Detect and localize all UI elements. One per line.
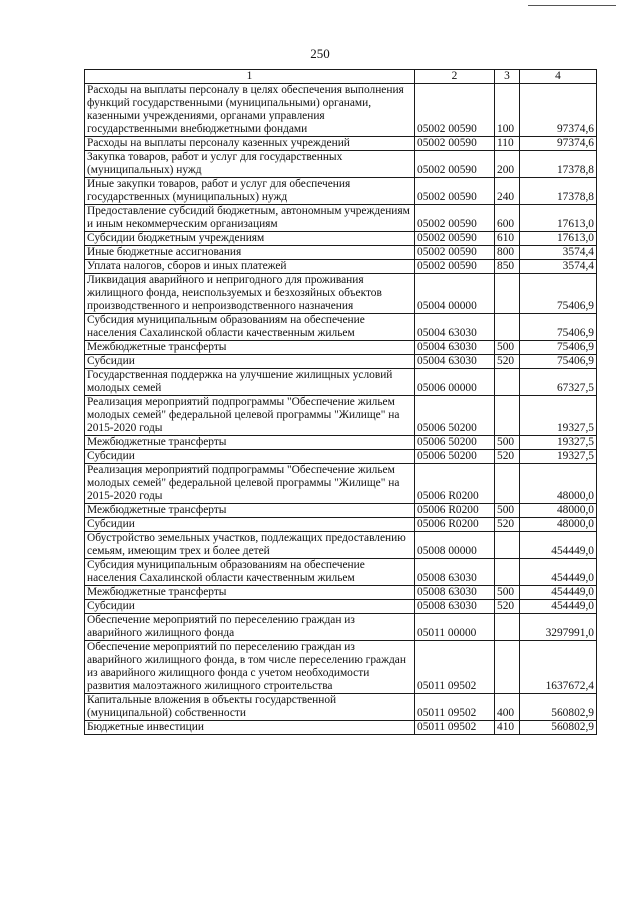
row-code: 05002 00590 (415, 178, 495, 205)
row-sum: 97374,6 (520, 84, 597, 137)
table-row (85, 151, 597, 178)
row-expense-type: 600 (495, 205, 520, 232)
row-sum: 75406,9 (520, 341, 597, 355)
row-code: 05002 00590 (415, 84, 495, 137)
row-code: 05011 09502 (415, 694, 495, 721)
row-code: 05008 63030 (415, 600, 495, 614)
row-expense-type: 500 (495, 436, 520, 450)
table-row (85, 232, 597, 246)
row-expense-type: 610 (495, 232, 520, 246)
row-expense-type (495, 532, 520, 559)
row-code: 05008 63030 (415, 586, 495, 600)
row-name: Обеспечение мероприятий по переселению граждан из аварийного жилищного фонда, в том числе переселению граждан из аварийного жилищного фонда с учетом необходимости развития малоэтажного жилищного строительства (85, 641, 415, 694)
row-code: 05008 63030 (415, 559, 495, 586)
header-col-2: 2 (415, 70, 495, 84)
row-sum: 19327,5 (520, 436, 597, 450)
table-row (85, 518, 597, 532)
row-name: Субсидии (85, 600, 415, 614)
table-row (85, 464, 597, 504)
row-expense-type: 520 (495, 518, 520, 532)
row-code: 05002 00590 (415, 260, 495, 274)
row-name: Уплата налогов, сборов и иных платежей (85, 260, 415, 274)
row-name: Ликвидация аварийного и непригодного для проживания жилищного фонда, неиспользуемых и безхозяйных объектов производственного и непроизводственного назначения (85, 274, 415, 314)
row-code: 05004 63030 (415, 355, 495, 369)
row-expense-type: 240 (495, 178, 520, 205)
table-row (85, 504, 597, 518)
header-col-3: 3 (495, 70, 520, 84)
row-code: 05006 50200 (415, 436, 495, 450)
row-name: Субсидии (85, 518, 415, 532)
row-code: 05008 00000 (415, 532, 495, 559)
budget-table (84, 69, 597, 735)
table-row (85, 137, 597, 151)
table-row (85, 314, 597, 341)
row-sum: 560802,9 (520, 694, 597, 721)
page-number: 250 (310, 46, 330, 61)
row-sum: 19327,5 (520, 396, 597, 436)
row-expense-type (495, 641, 520, 694)
row-name: Субсидии (85, 450, 415, 464)
row-expense-type (495, 559, 520, 586)
header-col-1: 1 (85, 70, 415, 84)
table-row (85, 205, 597, 232)
row-expense-type: 520 (495, 355, 520, 369)
row-expense-type: 410 (495, 721, 520, 735)
table-row (85, 614, 597, 641)
row-code: 05011 09502 (415, 721, 495, 735)
row-name: Обеспечение мероприятий по переселению граждан из аварийного жилищного фонда (85, 614, 415, 641)
row-name: Субсидия муниципальным образованиям на обеспечение населения Сахалинской области качественным жильем (85, 314, 415, 341)
table-row (85, 178, 597, 205)
row-name: Реализация мероприятий подпрограммы "Обеспечение жильем молодых семей" федеральной целевой программы "Жилище" на 2015-2020 годы (85, 396, 415, 436)
row-sum: 75406,9 (520, 355, 597, 369)
row-sum: 3297991,0 (520, 614, 597, 641)
row-name: Предоставление субсидий бюджетным, автономным учреждениям и иным некоммерческим организациям (85, 205, 415, 232)
row-name: Реализация мероприятий подпрограммы "Обеспечение жильем молодых семей" федеральной целевой программы "Жилище" на 2015-2020 годы (85, 464, 415, 504)
table-row (85, 532, 597, 559)
row-sum: 17378,8 (520, 151, 597, 178)
row-expense-type (495, 369, 520, 396)
row-sum: 454449,0 (520, 532, 597, 559)
row-name: Субсидии (85, 355, 415, 369)
table-row (85, 341, 597, 355)
table-row (85, 721, 597, 735)
row-code: 05006 50200 (415, 396, 495, 436)
table-row (85, 369, 597, 396)
row-name: Субсидия муниципальным образованиям на обеспечение населения Сахалинской области качественным жильем (85, 559, 415, 586)
row-code: 05002 00590 (415, 151, 495, 178)
table-row (85, 641, 597, 694)
row-code: 05004 00000 (415, 274, 495, 314)
row-name: Межбюджетные трансферты (85, 341, 415, 355)
row-expense-type: 100 (495, 84, 520, 137)
row-code: 05004 63030 (415, 314, 495, 341)
row-name: Расходы на выплаты персоналу казенных учреждений (85, 137, 415, 151)
scan-edge-mark (528, 5, 616, 6)
table-row (85, 586, 597, 600)
table-row (85, 260, 597, 274)
row-expense-type (495, 614, 520, 641)
table-row (85, 450, 597, 464)
row-sum: 17378,8 (520, 178, 597, 205)
header-row (85, 70, 597, 84)
table-body (85, 84, 597, 735)
row-expense-type (495, 274, 520, 314)
row-name: Государственная поддержка на улучшение жилищных условий молодых семей (85, 369, 415, 396)
row-name: Бюджетные инвестиции (85, 721, 415, 735)
row-sum: 454449,0 (520, 559, 597, 586)
row-name: Иные закупки товаров, работ и услуг для обеспечения государственных (муниципальных) нужд (85, 178, 415, 205)
row-sum: 3574,4 (520, 260, 597, 274)
row-expense-type (495, 396, 520, 436)
row-sum: 75406,9 (520, 274, 597, 314)
row-expense-type: 200 (495, 151, 520, 178)
table-row (85, 694, 597, 721)
row-expense-type: 400 (495, 694, 520, 721)
row-sum: 19327,5 (520, 450, 597, 464)
row-sum: 560802,9 (520, 721, 597, 735)
row-name: Капитальные вложения в объекты государственной (муниципальной) собственности (85, 694, 415, 721)
row-sum: 3574,4 (520, 246, 597, 260)
table-row (85, 436, 597, 450)
table-row (85, 84, 597, 137)
row-name: Межбюджетные трансферты (85, 436, 415, 450)
row-name: Расходы на выплаты персоналу в целях обеспечения выполнения функций государственными (муниципальными) органами, казенными учреждениями, органами управления государственными внебюджетными фондами (85, 84, 415, 137)
row-sum: 75406,9 (520, 314, 597, 341)
table-row (85, 396, 597, 436)
row-name: Межбюджетные трансферты (85, 586, 415, 600)
row-code: 05006 R0200 (415, 464, 495, 504)
row-sum: 48000,0 (520, 518, 597, 532)
row-expense-type (495, 314, 520, 341)
table-row (85, 559, 597, 586)
row-code: 05002 00590 (415, 246, 495, 260)
row-sum: 1637672,4 (520, 641, 597, 694)
row-code: 05002 00590 (415, 232, 495, 246)
row-code: 05002 00590 (415, 137, 495, 151)
row-name: Закупка товаров, работ и услуг для государственных (муниципальных) нужд (85, 151, 415, 178)
row-name: Обустройство земельных участков, подлежащих предоставлению семьям, имеющим трех и более детей (85, 532, 415, 559)
row-code: 05006 R0200 (415, 518, 495, 532)
row-expense-type: 500 (495, 341, 520, 355)
row-sum: 48000,0 (520, 504, 597, 518)
row-expense-type: 850 (495, 260, 520, 274)
table-row (85, 355, 597, 369)
table-row (85, 246, 597, 260)
row-sum: 454449,0 (520, 586, 597, 600)
row-sum: 67327,5 (520, 369, 597, 396)
row-expense-type: 520 (495, 600, 520, 614)
row-sum: 97374,6 (520, 137, 597, 151)
row-expense-type: 520 (495, 450, 520, 464)
row-code: 05002 00590 (415, 205, 495, 232)
row-code: 05006 00000 (415, 369, 495, 396)
row-expense-type: 500 (495, 504, 520, 518)
row-expense-type: 800 (495, 246, 520, 260)
row-sum: 454449,0 (520, 600, 597, 614)
row-code: 05004 63030 (415, 341, 495, 355)
row-expense-type (495, 464, 520, 504)
row-code: 05011 09502 (415, 641, 495, 694)
row-name: Иные бюджетные ассигнования (85, 246, 415, 260)
table-row (85, 274, 597, 314)
row-code: 05006 50200 (415, 450, 495, 464)
row-sum: 48000,0 (520, 464, 597, 504)
row-name: Субсидии бюджетным учреждениям (85, 232, 415, 246)
row-sum: 17613,0 (520, 232, 597, 246)
table-row (85, 600, 597, 614)
row-expense-type: 500 (495, 586, 520, 600)
row-code: 05011 00000 (415, 614, 495, 641)
row-code: 05006 R0200 (415, 504, 495, 518)
row-expense-type: 110 (495, 137, 520, 151)
row-sum: 17613,0 (520, 205, 597, 232)
header-col-4: 4 (520, 70, 597, 84)
row-name: Межбюджетные трансферты (85, 504, 415, 518)
